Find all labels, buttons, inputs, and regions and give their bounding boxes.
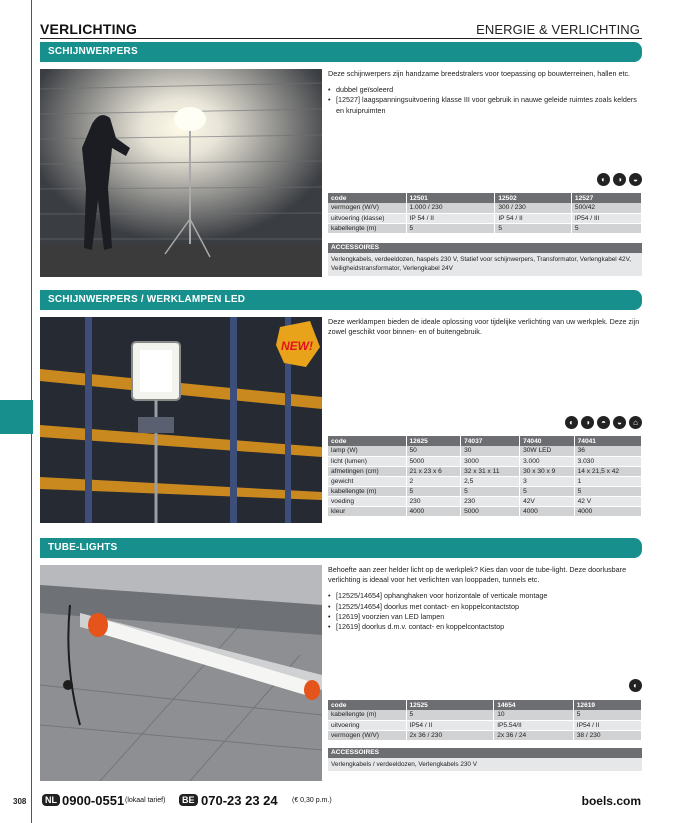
floodlight-photo [40, 69, 322, 277]
cell: 300 / 230 [495, 203, 572, 213]
cell: 5000 [406, 456, 461, 466]
pictogram-row [565, 416, 642, 429]
feature-item: • [12525/14654] ophanghaken voor horizontale of verticale montage [328, 591, 642, 601]
cell: afmetingen (cm) [328, 466, 406, 476]
cell: 230 [461, 496, 520, 506]
section-schijnwerpers [40, 42, 642, 282]
pictogram-row [597, 173, 642, 186]
cell: IP 54 / II [406, 213, 495, 223]
col-header: 14654 [494, 700, 574, 710]
intro-text: Behoefte aan zeer helder licht op de werkplek? Kies dan voor de tube-light. Deze doorlusbare verlichting is ideaal voor het verlichten van looppaden, tunnels etc. [328, 565, 627, 585]
led-icon: ◓ [597, 416, 610, 429]
cell: 5 [406, 223, 495, 233]
led-worklamp-photo [40, 317, 322, 523]
cell: 4000 [406, 506, 461, 516]
table-row [328, 456, 642, 466]
accessories-title: ACCESSOIRES [328, 243, 642, 253]
table-row [328, 506, 642, 516]
cell: 3.000 [520, 456, 575, 466]
cell: 50 [406, 446, 461, 456]
accessories-text: Verlengkabels, verdeeldozen, haspels 230 V, Statief voor schijnwerpers, Transformator, Verlengkabel 42V, Veiligheidstransformator, Verlengkabel 24V [328, 253, 642, 276]
cell: 1.000 / 230 [406, 203, 495, 213]
table-row [328, 203, 642, 213]
cell: IP54 / III [571, 213, 641, 223]
new-badge: NEW! [281, 339, 313, 353]
pictogram-row [629, 679, 642, 692]
cell: 3.030 [574, 456, 641, 466]
table-row [328, 496, 642, 506]
cell: 32 x 31 x 11 [461, 466, 520, 476]
header-rule [40, 38, 642, 39]
table-row [328, 223, 642, 233]
spec-table [328, 700, 642, 741]
col-header: code [328, 193, 406, 203]
nl-phone[interactable]: 0900-0551 [62, 793, 125, 808]
chapter-title: ENERGIE & VERLICHTING [476, 22, 640, 37]
table-row [328, 710, 642, 720]
nl-note: (lokaal tarief) [125, 797, 166, 804]
cell: 21 x 23 x 6 [406, 466, 461, 476]
feature-item: • [12525/14654] doorlus met contact- en koppelcontactstop [328, 602, 642, 612]
tube-light-photo [40, 565, 322, 781]
page-title: VERLICHTING [40, 21, 138, 37]
cell: kabellengte (m) [328, 710, 406, 720]
cell: IP5.54/II [494, 720, 574, 730]
table-row [328, 720, 642, 730]
page-number: 308 [13, 797, 27, 806]
table-row [328, 730, 642, 740]
table-row [328, 486, 642, 496]
cell: 5 [406, 486, 461, 496]
section-tube-lights [40, 538, 642, 783]
section-led-werklampen [40, 290, 642, 530]
tripod-icon: ⌂ [629, 416, 642, 429]
cell: 5 [574, 486, 641, 496]
cell: 2x 36 / 230 [406, 730, 494, 740]
cell: 5 [520, 486, 575, 496]
table-row [328, 446, 642, 456]
feature-item: • [12619] doorlus d.m.v. contact- en koppelcontactstop [328, 622, 642, 632]
be-badge: BE [179, 794, 198, 806]
cell: IP 54 / II [495, 213, 572, 223]
col-header: 12502 [495, 193, 572, 203]
cell: 10 [494, 710, 574, 720]
cell: 4000 [520, 506, 575, 516]
be-note: (€ 0,30 p.m.) [292, 797, 332, 804]
cell: 42V [520, 496, 575, 506]
col-header: 12619 [573, 700, 641, 710]
cell: 5 [495, 223, 572, 233]
cell: 30 [461, 446, 520, 456]
section-title: SCHIJNWERPERS / WERKLAMPEN LED [40, 290, 642, 310]
cell: gewicht [328, 476, 406, 486]
cell: 30W LED [520, 446, 575, 456]
cell: vermogen (W/V) [328, 203, 406, 213]
cell: 38 / 230 [573, 730, 641, 740]
table-row [328, 213, 642, 223]
cell: 5 [573, 710, 641, 720]
cell: licht (lumen) [328, 456, 406, 466]
section1-text [328, 69, 642, 116]
feature-list [328, 591, 642, 632]
cell: 500/42 [571, 203, 641, 213]
table-row [328, 466, 642, 476]
spec-table [328, 436, 642, 517]
page-footer [0, 792, 676, 812]
cell: lamp (W) [328, 446, 406, 456]
cell: IP54 / II [573, 720, 641, 730]
col-header: 12527 [571, 193, 641, 203]
col-header: 74040 [520, 436, 575, 446]
cell: 1 [574, 476, 641, 486]
accessories-box [328, 243, 642, 276]
cell: 2,5 [461, 476, 520, 486]
cell: 3000 [461, 456, 520, 466]
cell: vermogen (W/V) [328, 730, 406, 740]
helmet-icon: ◒ [613, 416, 626, 429]
cell: 5000 [461, 506, 520, 516]
cell: 30 x 30 x 9 [520, 466, 575, 476]
cell: 2 [406, 476, 461, 486]
lamp-icon: ◐ [565, 416, 578, 429]
intro-text: Deze schijnwerpers zijn handzame breedstralers voor toepassing op bouwterreinen, hallen etc. [328, 69, 631, 78]
col-header: 12525 [406, 700, 494, 710]
cable-icon: ◒ [629, 173, 642, 186]
plug-icon: ◑ [613, 173, 626, 186]
section2-text [328, 317, 642, 343]
website-link[interactable]: boels.com [581, 794, 641, 808]
col-header: 74041 [574, 436, 641, 446]
spec-table [328, 193, 642, 234]
cell: voeding [328, 496, 406, 506]
feature-item: • [12619] voorzien van LED lampen [328, 612, 642, 622]
accessories-title: ACCESSOIRES [328, 748, 642, 758]
feature-item: • [12527] laagspanningsuitvoering klasse III voor gebruik in nauwe geleide ruimtes zoals kelders en kruipruimten [328, 95, 642, 115]
col-header: 12501 [406, 193, 495, 203]
be-phone[interactable]: 070-23 23 24 [201, 793, 278, 808]
lamp-icon: ◐ [629, 679, 642, 692]
chapter-tab [0, 400, 33, 434]
cell: 3 [520, 476, 575, 486]
section3-text [328, 565, 642, 632]
cell: kleur [328, 506, 406, 516]
accessories-box [328, 748, 642, 771]
section-title: SCHIJNWERPERS [40, 42, 642, 62]
cell: 2x 36 / 24 [494, 730, 574, 740]
section-title: TUBE-LIGHTS [40, 538, 642, 558]
cell: 14 x 21,5 x 42 [574, 466, 641, 476]
cell: 36 [574, 446, 641, 456]
cell: uitvoering [328, 720, 406, 730]
feature-list [328, 85, 642, 116]
intro-text: Deze werklampen bieden de ideale oplossing voor tijdelijke verlichting van uw werkplek. Deze zijn zowel geschikt voor binnen- en of buitengebruik. [328, 317, 640, 337]
cell: 42 V [574, 496, 641, 506]
accessories-text: Verlengkabels / verdeeldozen, Verlengkabels 230 V [328, 758, 642, 771]
cell: kabellengte (m) [328, 223, 406, 233]
lamp-icon: ◐ [597, 173, 610, 186]
cell: 5 [571, 223, 641, 233]
cell: uitvoering (klasse) [328, 213, 406, 223]
col-header: 74037 [461, 436, 520, 446]
cell: IP54 / II [406, 720, 494, 730]
cell: 5 [406, 710, 494, 720]
col-header: 12625 [406, 436, 461, 446]
cell: kabellengte (m) [328, 486, 406, 496]
col-header: code [328, 436, 406, 446]
cell: 230 [406, 496, 461, 506]
nl-badge: NL [42, 794, 60, 806]
feature-item: • dubbel geïsoleerd [328, 85, 642, 95]
table-row [328, 476, 642, 486]
plug-icon: ◑ [581, 416, 594, 429]
cell: 4000 [574, 506, 641, 516]
col-header: code [328, 700, 406, 710]
cell: 5 [461, 486, 520, 496]
